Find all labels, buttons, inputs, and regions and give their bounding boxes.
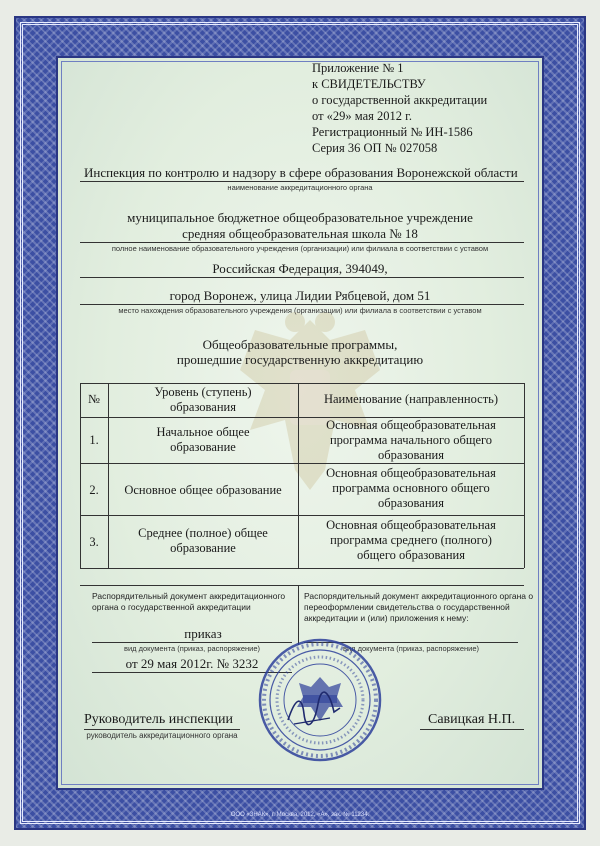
table-header-level: Уровень (ступень) образования: [154, 385, 252, 414]
location-line1: Российская Федерация, 394049,: [212, 261, 388, 276]
authority-underline: [80, 181, 524, 182]
registration-number: Регистрационный № ИН-1586: [312, 125, 473, 139]
certificate-series: Серия 36 ОП № 027058: [312, 141, 438, 155]
signature-position: Руководитель инспекции: [84, 712, 233, 727]
signature-position-caption: руководитель аккредитационного органа: [86, 731, 238, 740]
admin-box-top: [80, 585, 524, 586]
admin-doc-type: приказ: [184, 626, 222, 641]
location-line2: город Воронеж, улица Лидии Рябцевой, дом 51: [169, 288, 431, 303]
institution-name-line1: муниципальное бюджетное общеобразовательное учреждение: [127, 210, 473, 225]
institution-underline: [80, 242, 524, 243]
location-underline1: [80, 277, 524, 278]
admin-box-divider: [298, 585, 299, 645]
table-border-top: [80, 383, 524, 384]
admin-left-title: Распорядительный документ аккредитационного органа о государственной аккредитации: [92, 591, 286, 612]
admin-right-caption: вид документа (приказ, распоряжение): [342, 644, 479, 653]
table-cell-num: 1.: [89, 433, 99, 447]
admin-right-title: Распорядительный документ аккредитационного органа о переоформлении свидетельства о государственной аккредитации и (или) приложения к нему:: [304, 591, 534, 623]
authority-caption: наименование аккредитационного органа: [227, 183, 373, 192]
table-border-bottom: [80, 568, 524, 569]
table-cell-name: Основная общеобразовательная программа среднего (полного) общего образования: [326, 518, 496, 562]
table-header-num: №: [88, 392, 100, 406]
signatory-underline: [420, 729, 524, 730]
programs-title-line1: Общеобразовательные программы,: [202, 337, 398, 352]
table-border-right: [524, 383, 525, 568]
appendix-number: Приложение № 1: [312, 61, 404, 75]
table-row-separator: [80, 515, 524, 516]
certificate-subject: о государственной аккредитации: [312, 93, 488, 107]
signature-position-underline: [84, 729, 240, 730]
location-underline2: [80, 304, 524, 305]
location-caption: место нахождения образовательного учреждения (организации) или филиала в соответствии с уставом: [118, 306, 482, 315]
programs-title-line2: прошедшие государственную аккредитацию: [176, 352, 424, 367]
table-row-separator: [80, 463, 524, 464]
table-cell-level: Начальное общее образование: [156, 425, 250, 454]
signatory-name: Савицкая Н.П.: [428, 712, 516, 727]
certificate-label: к СВИДЕТЕЛЬСТВУ: [312, 77, 426, 91]
table-cell-num: 3.: [89, 535, 99, 549]
authority-name: Инспекция по контролю и надзору в сфере образования Воронежской области: [84, 165, 518, 180]
table-cell-name: Основная общеобразовательная программа основного общего образования: [326, 466, 496, 510]
admin-doc-type-caption: вид документа (приказ, распоряжение): [123, 644, 260, 653]
institution-name-line2: средняя общеобразовательная школа № 18: [182, 226, 418, 241]
institution-caption: полное наименование образовательного учреждения (организации) или филиала в соответствии с уставом: [111, 244, 489, 253]
admin-doc-date: от 29 мая 2012г. № 3232: [125, 656, 259, 671]
printer-note: ООО «ЗНАК», г. Москва, 2012, «А», зак. № 11234.: [230, 812, 370, 818]
handwritten-signature: [284, 690, 344, 730]
table-cell-num: 2.: [89, 483, 99, 497]
table-cell-level: Основное общее образование: [124, 483, 282, 497]
certificate-date: от «29» мая 2012 г.: [312, 109, 413, 123]
table-cell-level: Среднее (полное) общее образование: [138, 526, 268, 555]
table-header-name: Наименование (направленность): [323, 392, 499, 406]
table-cell-name: Основная общеобразовательная программа начального общего образования: [326, 418, 496, 462]
